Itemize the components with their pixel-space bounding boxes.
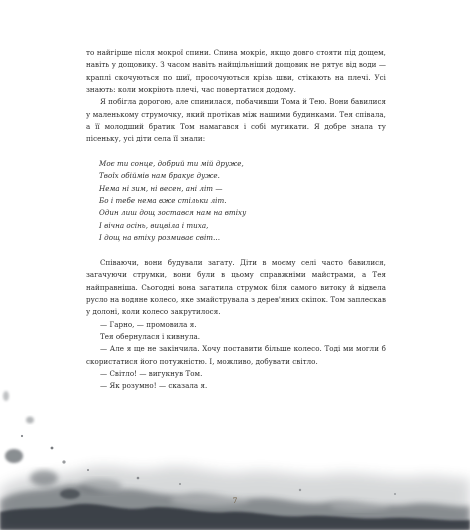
paragraph: то найгірше після мокрої спини. Спина мокріє, якщо довго стояти під дощем, навіть у дощовику. З часом навіть найщільніший дощовик не рятує від води — краплі скочуються по шиї, просочуються крізь шви, стікають на плечі. Усі знають: коли мокріють плечі, час повертатися додому. [86, 48, 386, 95]
verse-line: І дощ на втіху розмиває світ… [99, 233, 221, 243]
verse-line: Нема ні зим, ні весен, ані літ — [99, 183, 223, 193]
page-number: 7 [232, 496, 238, 505]
dialogue-line: — Світло! — вигукнув Том. [100, 368, 203, 378]
dialogue-line: — Як розумно! — сказала я. [100, 381, 208, 391]
verse-line: Один лиш дощ зостався нам на втіху [99, 208, 247, 218]
paragraph: Тея обернулася і кивнула. [100, 331, 201, 341]
dialogue-line: — Але я ще не закінчила. Хочу поставити більше колесо. Тоді ми могли б скористатися його потужністю. І, можливо, добувати світло. [86, 344, 386, 366]
verse-line: Твоїх обіймів нам бракує дуже. [99, 171, 220, 181]
paragraph: Я побігла дорогою, але спинилася, побачивши Тома й Тею. Вони бавилися у маленькому струмочку, який протікав між нашими будинками. Тея співала, а її молодший братик Том намагався і собі мугикати. Я добре знала ту пісеньку, усі діти села її знали: [86, 97, 386, 144]
dialogue-line: — Гарно, — промовила я. [100, 319, 197, 329]
verse-line: Бо і тебе нема вже стільки літ. [99, 196, 227, 206]
verse-line: Моє ти сонце, добрий ти мій друже, [99, 159, 244, 169]
song-verse [86, 158, 386, 244]
verse-line: І вічна осінь, вицвіла і тиха, [99, 220, 209, 230]
paragraph: Співаючи, вони будували загату. Діти в моєму селі часто бавилися, загачуючи струмки, вони були в цьому справжніми майстрами, а Тея найправніша. Сьогодні вона загатила струмок біля самого витоку й відвела русло на водяне колесо, яке змайструвала з дерев'яних скіпок. Том заплескав у долоні, коли колесо закрутилося. [86, 257, 386, 317]
page-text-body [86, 47, 386, 393]
